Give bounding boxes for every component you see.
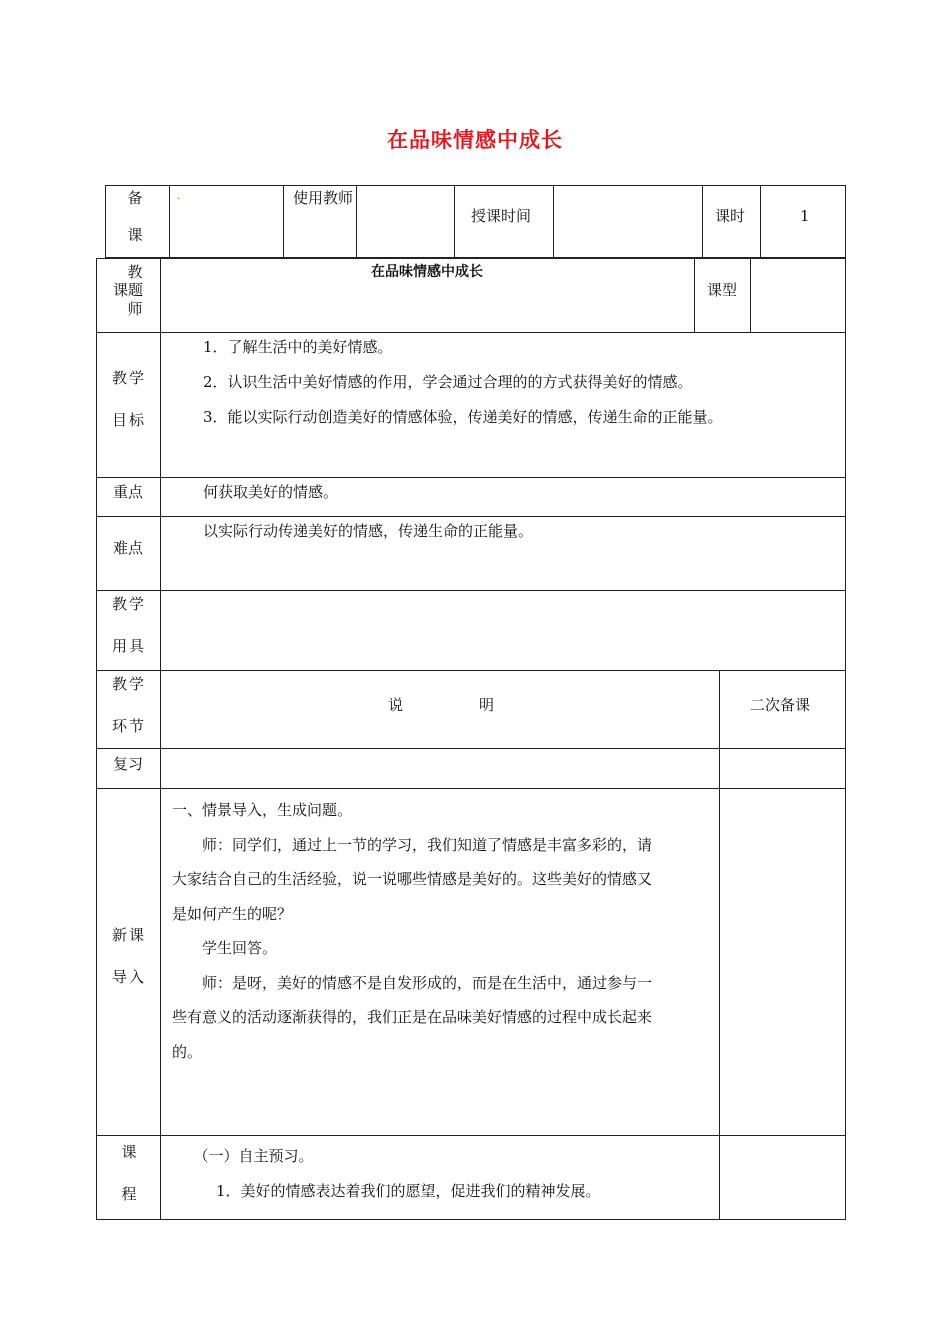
intro-line: 师：同学们，通过上一节的学习，我们知道了情感是丰富多彩的，请 — [172, 835, 653, 854]
section-label: 教学环节 — [112, 675, 147, 735]
intro-line: 些有意义的活动逐渐获得的，我们正是在品味美好情感的过程中成长起来 — [172, 1008, 653, 1026]
goal-item-1: 1．了解生活中的美好情感。 — [203, 338, 393, 356]
tools-label: 教学用具 — [112, 595, 147, 655]
intro-line: 的。 — [172, 1042, 203, 1061]
topic-label: 课题 — [113, 281, 144, 299]
prep-teacher-label: 备课教师 — [127, 189, 147, 318]
intro-line: 大家结合自己的生活经验，说一说哪些情感是美好的。这些美好的情感又 — [172, 870, 653, 888]
type-label: 课型 — [707, 281, 738, 299]
second-prep-header: 二次备课 — [750, 696, 811, 714]
course-text — [186, 1139, 716, 1209]
goal-item-3: 3．能以实际行动创造美好的情感体验，传递美好的情感，传递生命的正能量。 — [203, 408, 723, 426]
goal-item-2: 2．认识生活中美好情感的作用，学会通过合理的的方式获得美好的情感。 — [203, 373, 693, 391]
intro-line: 学生回答。 — [172, 939, 278, 957]
difficulty-label: 难点 — [113, 539, 144, 557]
user-teacher-label: 使用教师 — [293, 189, 354, 207]
review-label: 复习 — [113, 755, 144, 773]
desc-header-a: 说 — [388, 696, 404, 714]
time-label: 授课时间 — [471, 207, 532, 225]
intro-line: 是如何产生的呢？ — [172, 904, 293, 923]
course-line: （一）自主预习。 — [186, 1147, 314, 1165]
topic-value: 在品味情感中成长 — [371, 264, 483, 280]
intro-label: 新课导入 — [112, 926, 147, 986]
main-table — [96, 258, 846, 1220]
difficulty-value: 以实际行动传递美好的情感，传递生命的正能量。 — [203, 522, 534, 540]
focus-label: 重点 — [113, 483, 144, 501]
document-title: 在品味情感中成长 — [387, 128, 563, 152]
period-label: 课时 — [715, 207, 746, 225]
course-label: 课程 — [121, 1143, 137, 1203]
intro-line: 一、情景导入，生成问题。 — [172, 801, 353, 819]
intro-text — [172, 793, 717, 1069]
goals-label: 教学目标 — [112, 369, 147, 429]
intro-line: 师：是呀，美好的情感不是自发形成的，而是在生活中，通过参与一 — [172, 973, 653, 992]
period-value: 1 — [800, 207, 810, 225]
prep-teacher-value: . — [177, 191, 181, 202]
focus-value: 何获取美好的情感。 — [203, 483, 339, 501]
desc-header-b: 明 — [479, 696, 495, 714]
course-line: 1．美好的情感表达着我们的愿望，促进我们的精神发展。 — [186, 1182, 601, 1200]
